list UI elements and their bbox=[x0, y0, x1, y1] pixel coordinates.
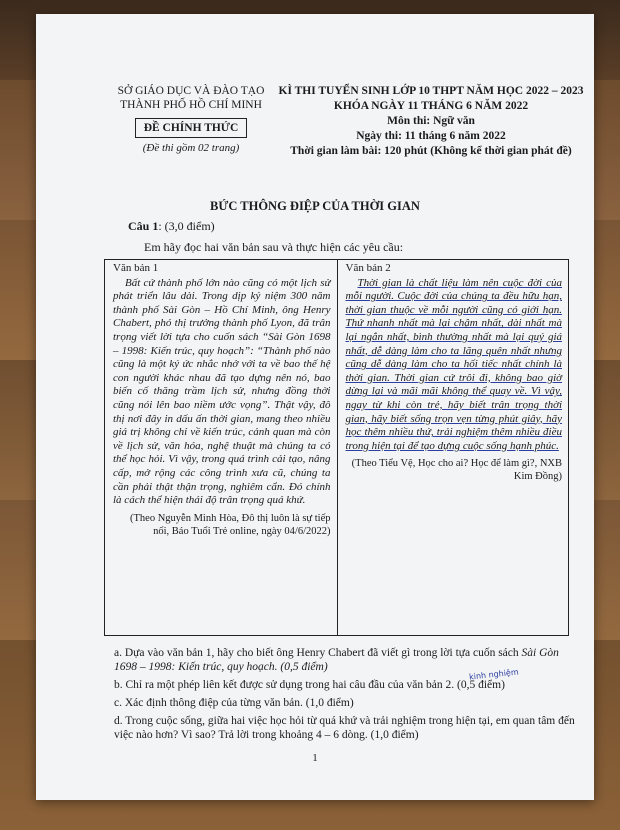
exam-time: Thời gian làm bài: 120 phút (Không kể thời gian phát đề) bbox=[290, 145, 572, 157]
task-b: b. Chỉ ra một phép liên kết được sử dụng trong hai câu đầu của văn bản 2. (0,5 điểm) bbox=[114, 679, 505, 691]
question-1-points: : (3,0 điểm) bbox=[158, 219, 215, 233]
exam-date: Ngày thi: 11 tháng 6 năm 2022 bbox=[356, 130, 506, 142]
question-tasks bbox=[114, 646, 584, 746]
exam-title-line1: KÌ THI TUYỂN SINH LỚP 10 THPT NĂM HỌC 2022 – 2023 bbox=[278, 85, 584, 97]
header-exam-info bbox=[276, 84, 586, 159]
task-a-text: a. Dựa vào văn bản 1, hãy cho biết ông Henry Chabert đã viết gì trong lời tựa cuốn sách bbox=[114, 647, 522, 659]
department-line1: SỞ GIÁO DỤC VÀ ĐÀO TẠO bbox=[117, 85, 265, 97]
question-1-label: Câu 1 bbox=[128, 219, 159, 233]
exam-sheet bbox=[36, 14, 594, 800]
exam-title-line2: KHÓA NGÀY 11 THÁNG 6 NĂM 2022 bbox=[333, 100, 529, 112]
text-2-body: Thời gian là chất liệu làm nên cuộc đời của mỗi người. Cuộc đời của chúng ta đều hữu hạn, thời gian thuộc về mỗi người cũng có giới hạn. Thứ nhanh nhất mà lại chậm nhất, dài nhất mà lại ngắn nhất, bình thường nhất mà lại quý giá nhất, dễ dàng làm cho ta lãng quên nhất nhưng cũng dễ dàng làm cho ta hối tiếc nhất chính là thời gian. Thời gian cứ trôi đi, không bao giờ dừng lại và mãi mãi không thể quay về. Vì vậy, ngay từ khi còn trẻ, hãy biết trân trọng thời gian, hãy biết sống trọn vẹn từng phút giây, hãy học thêm nhiều thứ, trải nghiệm thêm nhiều điều trong hiện tại để tạo dựng cuộc sống hạnh phúc. bbox=[345, 276, 562, 452]
text-1-column bbox=[105, 260, 337, 635]
task-a-book: Sài Gòn 1698 – 1998: Kiến trúc, quy hoạch. (0,5 điểm) bbox=[114, 647, 559, 673]
text-1-body: Bất cứ thành phố lớn nào cũng có một lịch sử phát triển lâu dài. Trong dịp kỷ niệm 300 năm thành phố Sài Gòn – Hồ Chí Minh, ông Henry Chabert, phó thị trưởng thành phố Lyon, đã trân trọng viết lời tựa cho cuốn sách “Sài Gòn 1698 – 1998: Kiến trúc, quy hoạch”: “Thành phố nào cũng là một ký ức nhắc nhở với ta về bao thế hệ con người khác nhau đã tạo dựng nên nó, bao biến cố thăng trầm lịch sử, nhưng đồng thời cũng nói lên bao niềm ước vọng”. Thật vậy, đô thị nơi đây in dấu ấn thời gian, mang theo nhiều giá trị không chỉ về kiến trúc, cảnh quan mà còn về lịch sử, văn hóa, nghệ thuật mà chúng ta có thể học hỏi. Vì vậy, trong quá trình cải tạo, nâng cấp, mở rộng các công trình xưa cũ, chúng ta cần phải thật thận trọng, nghiêm cẩn. Đó chính là cách thể hiện thái độ trân trọng quá khứ. bbox=[113, 276, 331, 507]
department-line2: THÀNH PHỐ HỒ CHÍ MINH bbox=[120, 99, 262, 111]
handwritten-note: kinh nghiệm bbox=[468, 667, 520, 682]
page-count-note: (Đề thi gồm 02 trang) bbox=[142, 142, 240, 154]
question-intro: Em hãy đọc hai văn bản sau và thực hiện các yêu cầu: bbox=[144, 240, 404, 254]
passage-title: BỨC THÔNG ĐIỆP CỦA THỜI GIAN bbox=[210, 199, 420, 213]
question-1-heading bbox=[128, 219, 215, 234]
page-number: 1 bbox=[312, 752, 318, 764]
task-d: d. Trong cuộc sống, giữa hai việc học hỏi từ quá khứ và trải nghiệm trong hiện tại, em quan tâm đến việc nào hơn? Vì sao? Trả lời trong khoảng 4 – 6 dòng. (1,0 điểm) bbox=[114, 715, 575, 741]
header-department bbox=[96, 84, 286, 155]
text-2-source: (Theo Tiểu Vệ, Học cho ai? Học để làm gì?, NXB Kim Đồng) bbox=[351, 458, 562, 483]
exam-subject: Môn thi: Ngữ văn bbox=[387, 115, 475, 127]
official-stamp: ĐỀ CHÍNH THỨC bbox=[135, 118, 248, 138]
text-2-column bbox=[337, 260, 569, 635]
text-1-source: (Theo Nguyễn Minh Hòa, Đô thị luôn là sự tiếp nối, Báo Tuổi Trẻ online, ngày 04/6/2022) bbox=[130, 512, 331, 537]
text-2-label: Văn bản 2 bbox=[345, 262, 391, 274]
text-1-label: Văn bản 1 bbox=[113, 262, 159, 274]
texts-table bbox=[104, 259, 569, 636]
task-c: c. Xác định thông điệp của từng văn bản. (1,0 điểm) bbox=[114, 697, 354, 709]
